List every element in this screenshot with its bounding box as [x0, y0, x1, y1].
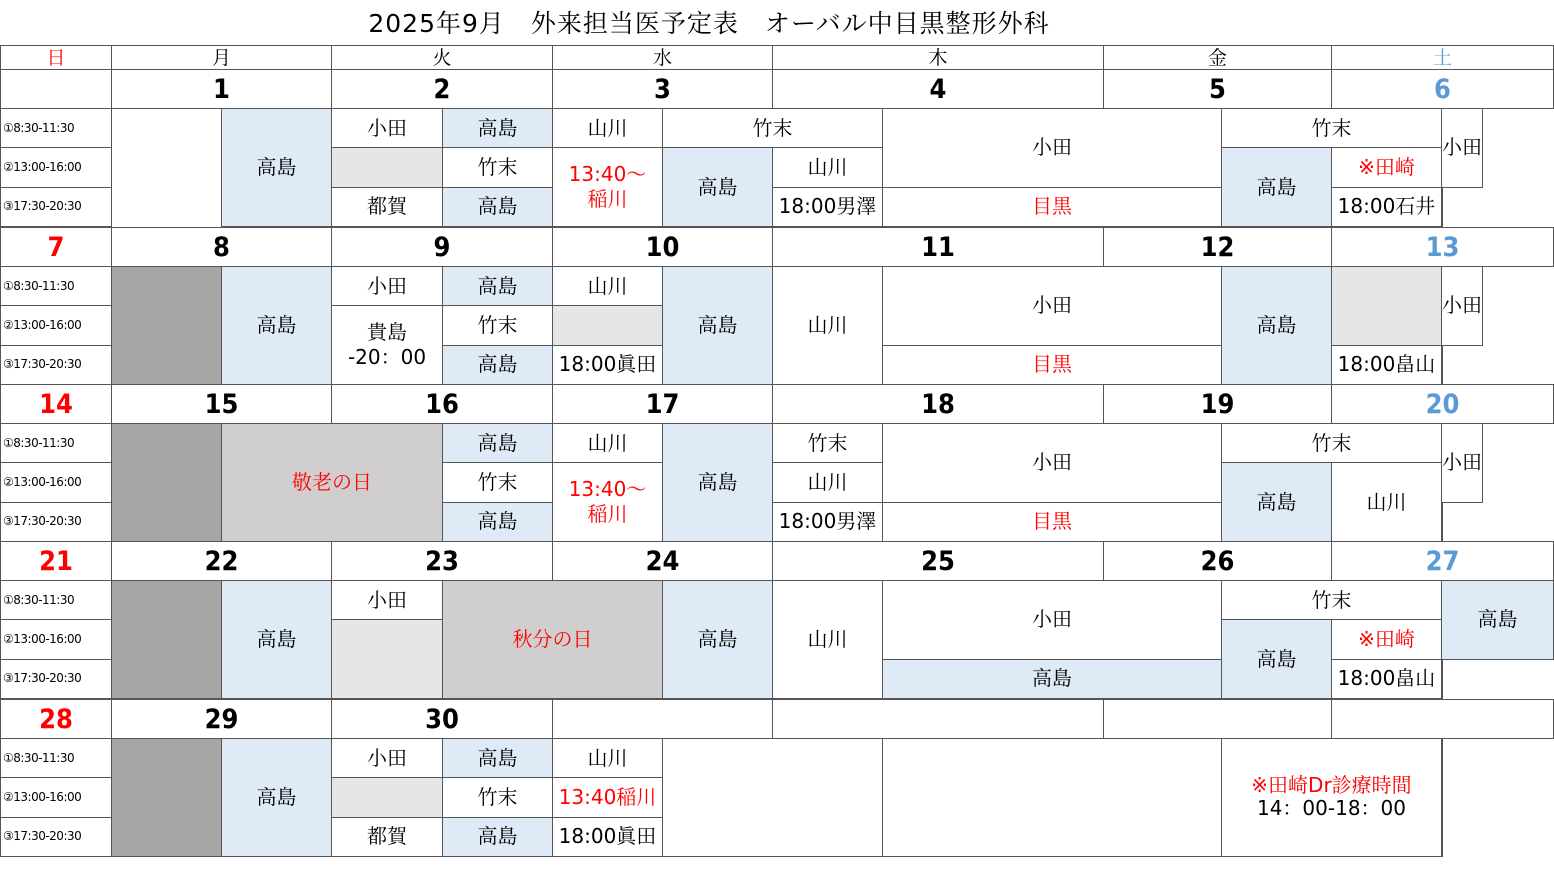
doctor-cell: 18:00眞田: [552, 817, 663, 857]
doctor-cell: 山川: [772, 266, 883, 385]
date-cell: 13: [1331, 227, 1554, 267]
date-cell: 8: [111, 227, 332, 267]
doctor-cell: 18:00眞田: [552, 345, 663, 385]
doctor-cell: 高島: [442, 502, 553, 542]
empty-cell: [331, 619, 443, 699]
doctor-cell: 高島: [662, 266, 773, 385]
doctor-cell: 竹末: [442, 305, 553, 345]
date-cell: 11: [772, 227, 1104, 267]
doctor-cell: 貴島 -20：00: [331, 305, 443, 385]
doctor-cell: 竹末: [1221, 108, 1442, 148]
date-cell: 15: [111, 384, 332, 424]
weekday-header: 火: [331, 45, 553, 70]
weekday-header: 土: [1331, 45, 1554, 70]
time-slot-label: ①8:30-11:30: [0, 738, 112, 778]
doctor-cell: 竹末: [442, 147, 553, 187]
date-cell: 5: [1103, 69, 1332, 109]
doctor-cell: 山川: [552, 738, 663, 778]
doctor-cell: 高島: [442, 423, 553, 463]
doctor-cell: 山川: [772, 462, 883, 502]
date-cell: 26: [1103, 541, 1332, 581]
date-cell: 14: [0, 384, 112, 424]
doctor-cell: 13:40～ 稲川: [552, 462, 663, 542]
time-slot-label: ②13:00-16:00: [0, 462, 112, 502]
doctor-cell: 小田: [331, 108, 443, 148]
doctor-cell: 小田: [882, 580, 1222, 660]
date-cell: 25: [772, 541, 1104, 581]
date-cell: 24: [552, 541, 773, 581]
note-title: ※田崎Dr診療時間: [1251, 773, 1412, 798]
date-cell: 19: [1103, 384, 1332, 424]
doctor-cell: 高島: [1221, 619, 1332, 699]
closed-cell: [1441, 659, 1443, 699]
time-slot-label: ①8:30-11:30: [0, 423, 112, 463]
time-slot-label: ②13:00-16:00: [0, 147, 112, 187]
empty-cell: [331, 147, 443, 187]
date-cell: 6: [1331, 69, 1554, 109]
date-cell: 21: [0, 541, 112, 581]
time-slot-label: ①8:30-11:30: [0, 266, 112, 306]
date-cell: 1: [111, 69, 332, 109]
date-cell: [1331, 699, 1554, 739]
weekday-header: 水: [552, 45, 773, 70]
doctor-cell: 竹末: [662, 108, 883, 148]
date-cell: [772, 699, 1104, 739]
doctor-cell: [1221, 738, 1442, 857]
doctor-cell: 13:40～ 稲川: [552, 147, 663, 227]
doctor-cell: 18:00畠山: [1331, 659, 1442, 699]
doctor-cell: 山川: [1331, 462, 1442, 542]
time-slot-label: ②13:00-16:00: [0, 619, 112, 659]
date-cell: 18: [772, 384, 1104, 424]
doctor-cell: 小田: [331, 266, 443, 306]
doctor-cell: 高島: [221, 738, 332, 857]
time-slot-label: ①8:30-11:30: [0, 108, 112, 148]
doctor-cell: 小田: [882, 266, 1222, 346]
doctor-cell: 小田: [331, 738, 443, 778]
doctor-cell: 竹末: [772, 423, 883, 463]
doctor-cell: 竹末: [442, 462, 553, 502]
date-cell: 3: [552, 69, 773, 109]
doctor-cell: 小田: [1441, 108, 1483, 188]
doctor-cell: 小田: [882, 108, 1222, 188]
doctor-cell: 18:00男澤: [772, 187, 883, 227]
page-title: 2025年9月 外来担当医予定表 オーバル中目黒整形外科: [368, 9, 1050, 38]
doctor-cell: 山川: [772, 580, 883, 699]
doctor-cell: 目黒: [882, 187, 1222, 227]
empty-cell: [882, 738, 1222, 857]
doctor-cell: 山川: [552, 423, 663, 463]
closed-cell: [111, 580, 222, 699]
closed-cell: [111, 738, 222, 857]
doctor-cell: 高島: [662, 423, 773, 542]
doctor-cell: 高島: [1441, 580, 1554, 660]
doctor-cell: 小田: [1441, 266, 1483, 346]
date-cell: [552, 699, 773, 739]
empty-cell: [662, 738, 883, 857]
empty-cell: [1331, 266, 1442, 346]
doctor-cell: 目黒: [882, 502, 1222, 542]
date-cell: 4: [772, 69, 1104, 109]
doctor-cell: ※田崎: [1331, 619, 1442, 659]
doctor-cell: ※田崎: [1331, 147, 1442, 187]
doctor-cell: 18:00男澤: [772, 502, 883, 542]
time-slot-label: ③17:30-20:30: [0, 345, 112, 385]
empty-cell: [1441, 738, 1443, 857]
doctor-cell: 高島: [1221, 266, 1332, 385]
doctor-cell: 高島: [442, 345, 553, 385]
doctor-cell: 小田: [1441, 423, 1483, 503]
doctor-cell: 竹末: [1221, 423, 1442, 463]
date-cell: 30: [331, 699, 553, 739]
doctor-cell: 小田: [331, 580, 443, 620]
date-cell: 28: [0, 699, 112, 739]
date-cell: 20: [1331, 384, 1554, 424]
date-cell: 29: [111, 699, 332, 739]
doctor-cell: 高島: [442, 738, 553, 778]
doctor-cell: 高島: [662, 147, 773, 227]
date-cell: 22: [111, 541, 332, 581]
doctor-cell: 小田: [882, 423, 1222, 503]
date-cell: 2: [331, 69, 553, 109]
doctor-cell: 山川: [552, 266, 663, 306]
doctor-cell: 18:00石井: [1331, 187, 1442, 227]
note-hours: 14：00-18：00: [1256, 796, 1406, 821]
doctor-cell: 高島: [221, 266, 332, 385]
date-cell: 12: [1103, 227, 1332, 267]
doctor-cell: 高島: [442, 187, 553, 227]
doctor-cell: 高島: [1221, 462, 1332, 542]
date-cell: 9: [331, 227, 553, 267]
time-slot-label: ③17:30-20:30: [0, 817, 112, 857]
closed-cell: [1441, 345, 1443, 385]
doctor-cell: 敬老の日: [221, 423, 443, 542]
closed-cell: [1441, 502, 1443, 542]
time-slot-label: ①8:30-11:30: [0, 580, 112, 620]
doctor-cell: 高島: [882, 659, 1222, 699]
doctor-cell: 高島: [442, 266, 553, 306]
empty-cell: [331, 777, 443, 817]
weekday-header: 日: [0, 45, 112, 70]
empty-cell: [552, 305, 663, 345]
time-slot-label: ③17:30-20:30: [0, 187, 112, 227]
doctor-cell: 高島: [1221, 147, 1332, 227]
time-slot-label: ③17:30-20:30: [0, 659, 112, 699]
weekday-header: 木: [772, 45, 1104, 70]
date-cell: 27: [1331, 541, 1554, 581]
doctor-cell: 都賀: [331, 187, 443, 227]
closed-cell: [1441, 187, 1443, 227]
doctor-cell: 18:00畠山: [1331, 345, 1442, 385]
time-slot-label: ③17:30-20:30: [0, 502, 112, 542]
doctor-cell: 竹末: [442, 777, 553, 817]
doctor-cell: 高島: [662, 580, 773, 699]
time-slot-label: ②13:00-16:00: [0, 777, 112, 817]
date-cell: 23: [331, 541, 553, 581]
doctor-cell: 秋分の日: [442, 580, 663, 699]
doctor-cell: 目黒: [882, 345, 1222, 385]
date-cell: [1103, 699, 1332, 739]
doctor-cell: 高島: [442, 817, 553, 857]
weekday-header: 金: [1103, 45, 1332, 70]
date-cell: 17: [552, 384, 773, 424]
date-cell: 16: [331, 384, 553, 424]
doctor-cell: 山川: [772, 147, 883, 187]
doctor-cell: 山川: [552, 108, 663, 148]
closed-cell: [111, 423, 222, 542]
weekday-header: 月: [111, 45, 332, 70]
doctor-cell: 高島: [221, 108, 332, 227]
time-slot-label: ②13:00-16:00: [0, 305, 112, 345]
doctor-cell: 13:40稲川: [552, 777, 663, 817]
doctor-cell: 高島: [442, 108, 553, 148]
doctor-cell: 高島: [221, 580, 332, 699]
closed-cell: [111, 266, 222, 385]
doctor-cell: 竹末: [1221, 580, 1442, 620]
date-cell: 7: [0, 227, 112, 267]
doctor-cell: 都賀: [331, 817, 443, 857]
date-cell: 10: [552, 227, 773, 267]
date-cell: [0, 69, 112, 109]
